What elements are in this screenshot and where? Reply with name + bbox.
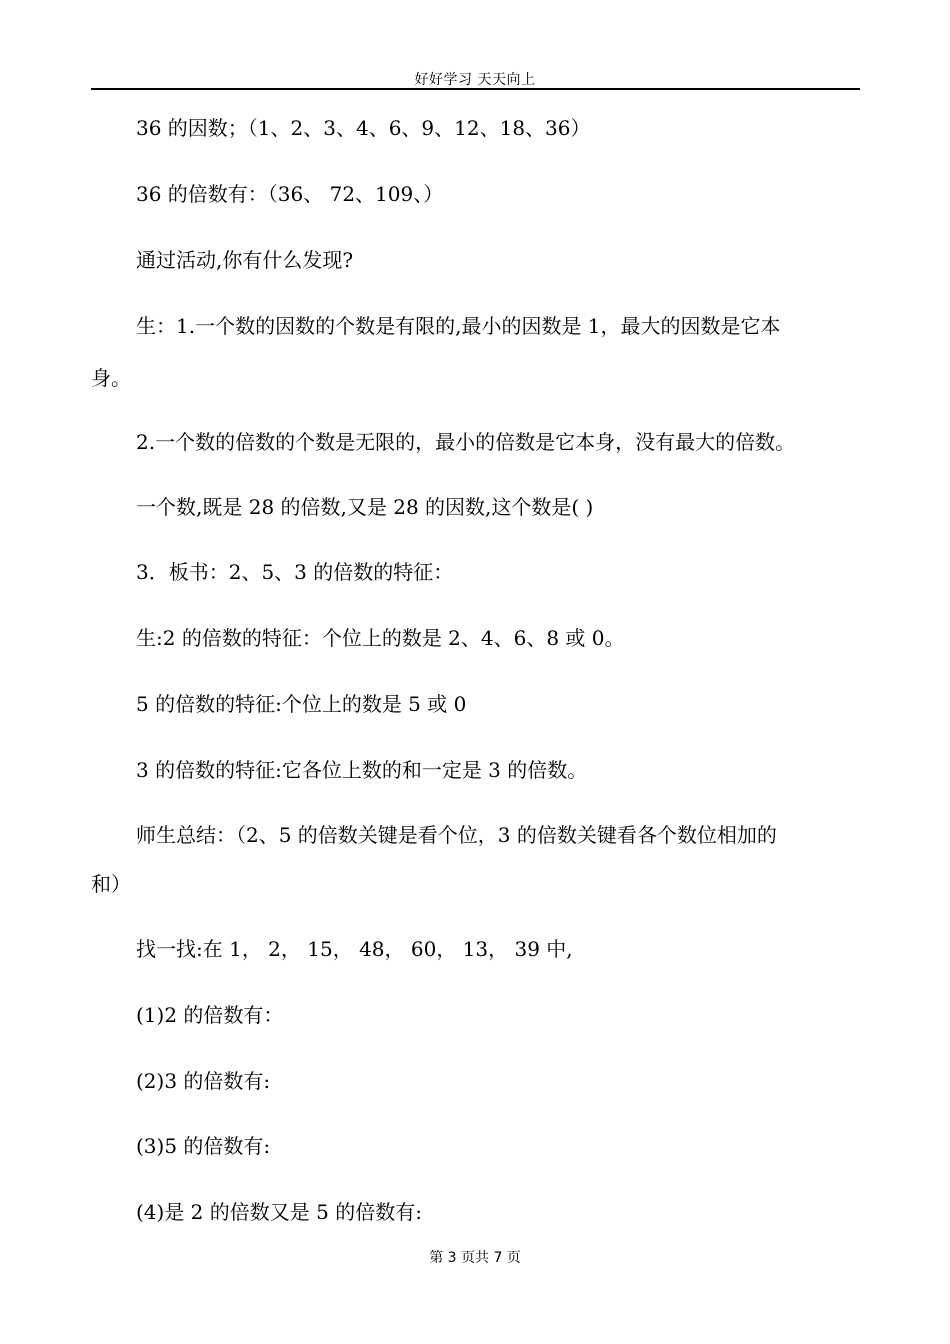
paragraph-find-exercise: 找一找:在 1， 2， 15， 48， 60， 13， 39 中,	[136, 937, 573, 961]
question-3: (3)5 的倍数有:	[136, 1134, 271, 1158]
page-footer: 第 3 页共 7 页	[429, 1250, 521, 1266]
paragraph-multiples-36: 36 的倍数有：（36、 72、109、）	[136, 182, 444, 206]
page-header: 好好学习 天天向上	[414, 72, 536, 88]
paragraph-board-heading: 3．板书：2、5、3 的倍数的特征：	[136, 560, 454, 584]
header-divider	[91, 88, 860, 90]
paragraph-factors-36: 36 的因数；（1、2、3、4、6、9、12、18、36）	[136, 116, 591, 140]
paragraph-rule-2: 生:2 的倍数的特征：个位上的数是 2、4、6、8 或 0。	[136, 626, 625, 650]
paragraph-finding-2: 2.一个数的倍数的个数是无限的，最小的倍数是它本身，没有最大的倍数。	[136, 430, 796, 454]
paragraph-rule-3: 3 的倍数的特征:它各位上数的和一定是 3 的倍数。	[136, 758, 588, 782]
paragraph-finding-1: 生：1.一个数的因数的个数是有限的,最小的因数是 1，最大的因数是它本	[136, 314, 781, 338]
paragraph-finding-1-cont: 身。	[91, 366, 131, 390]
question-4: (4)是 2 的倍数又是 5 的倍数有:	[136, 1200, 422, 1224]
question-2: (2)3 的倍数有:	[136, 1069, 271, 1093]
paragraph-rule-5: 5 的倍数的特征:个位上的数是 5 或 0	[136, 692, 467, 716]
paragraph-summary: 师生总结：（2、5 的倍数关键是看个位，3 的倍数关键看各个数位相加的	[136, 823, 777, 847]
paragraph-question: 通过活动,你有什么发现?	[136, 248, 354, 272]
paragraph-summary-cont: 和）	[91, 872, 131, 896]
paragraph-exercise-28: 一个数,既是 28 的倍数,又是 28 的因数,这个数是( )	[136, 495, 594, 519]
question-1: (1)2 的倍数有：	[136, 1003, 284, 1027]
